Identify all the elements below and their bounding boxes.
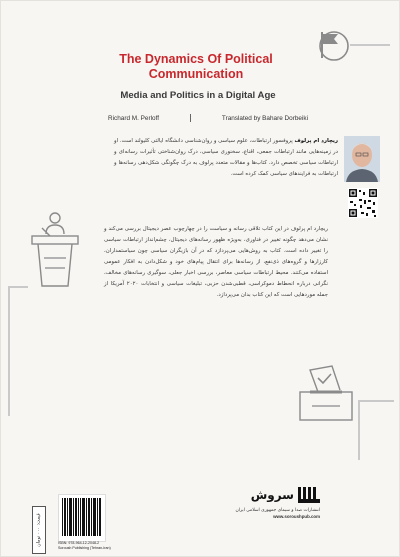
book-subtitle: Media and Politics in a Digital Age (120, 90, 276, 101)
ballot-line-vertical (358, 400, 360, 460)
barcode (58, 494, 106, 542)
publisher-name: سروش (250, 488, 294, 502)
book-title (96, 52, 296, 82)
flag-icon (316, 28, 350, 62)
podium-line-vertical (8, 286, 10, 416)
publisher-description: انتشارات صدا و سیمای جمهوری اسلامی ایران (235, 508, 320, 513)
price-label: قیمت: ۰۰۰ تومان (36, 513, 42, 547)
book-description: ریچارد ام پرلوف در این کتاب تلاقی رسانه و سیاست را در چهارچوب عصر دیجیتال بررسی می‌کند و نشان می‌دهد چگونه تغییر در فناوری، به‌ویژه ظهور رسانه‌های دیجیتال، چشم‌انداز ارتباطات سیاسی را تغییر داده است. کتاب به روش‌هایی می‌پردازد که در آن بازیگران سیاسی چون سیاستمداران، کارزارها و گروه‌های ذی‌نفع، از رسانه‌ها برای انتقال پیام‌های خود و شکل‌دادن به افکار عمومی استفاده می‌کنند. محیط ارتباطات سیاسی معاصر، بررسی اخبار جعلی، سوگیری رسانه‌های مخالف، نگرانی درباره انحطاط دموکراسی، قطبی‌شدن حزبی، تبلیغات سیاسی و انتخابات ۲۰۲۰ آمریکا از جمله موردهایی است که این کتاب بدان می‌پردازد. (104, 226, 328, 298)
flag-line (350, 44, 390, 46)
podium-icon (28, 210, 82, 290)
isbn-number: ISBN: 978-964-12-2048-2 (58, 541, 100, 545)
publisher-stripes-icon (298, 487, 320, 503)
ballot-line-horizontal (358, 400, 394, 402)
qr-code (348, 188, 378, 218)
translator-name: Translated by Bahare Dorbeiki (221, 114, 308, 122)
author-bio (114, 136, 338, 180)
credits-separator (190, 114, 191, 122)
author-photo (344, 136, 380, 182)
title-line-2: Communication (148, 67, 244, 81)
author-bio-text: پروفسور ارتباطات، علوم سیاسی و روان‌شناسی دانشگاه ایالتی کلیولند است. او در زمینه‌هایی مانند ارتباطات جمعی، اقناع، سخنوری سیاسی، درک روان‌شناختی تأثیرات رسانه‌ای و ارتباطات سیاسی تخصص دارد. کتاب‌ها و مقالات متعدد پرلوف به درک چگونگی شکل‌دهی رسانه‌ها و ارتباطات به فرایندهای سیاسی کمک کرده است. (114, 138, 338, 177)
publisher-english: Soroush Publishing (Tehran-Iran) (58, 545, 111, 550)
credits (108, 114, 308, 122)
ballot-box-icon (296, 364, 356, 424)
title-line-1: The Dynamics Of Political (119, 52, 273, 66)
publisher-logo (220, 486, 320, 504)
author-bio-lead: ریچارد ام پرلوف (294, 138, 338, 144)
publisher-url[interactable]: www.soroushpub.com (273, 514, 320, 519)
isbn-block (58, 541, 116, 550)
author-name: Richard M. Perloff (108, 114, 160, 122)
podium-line-horizontal (8, 286, 28, 288)
publisher-info (208, 508, 320, 520)
price-box (32, 506, 46, 554)
